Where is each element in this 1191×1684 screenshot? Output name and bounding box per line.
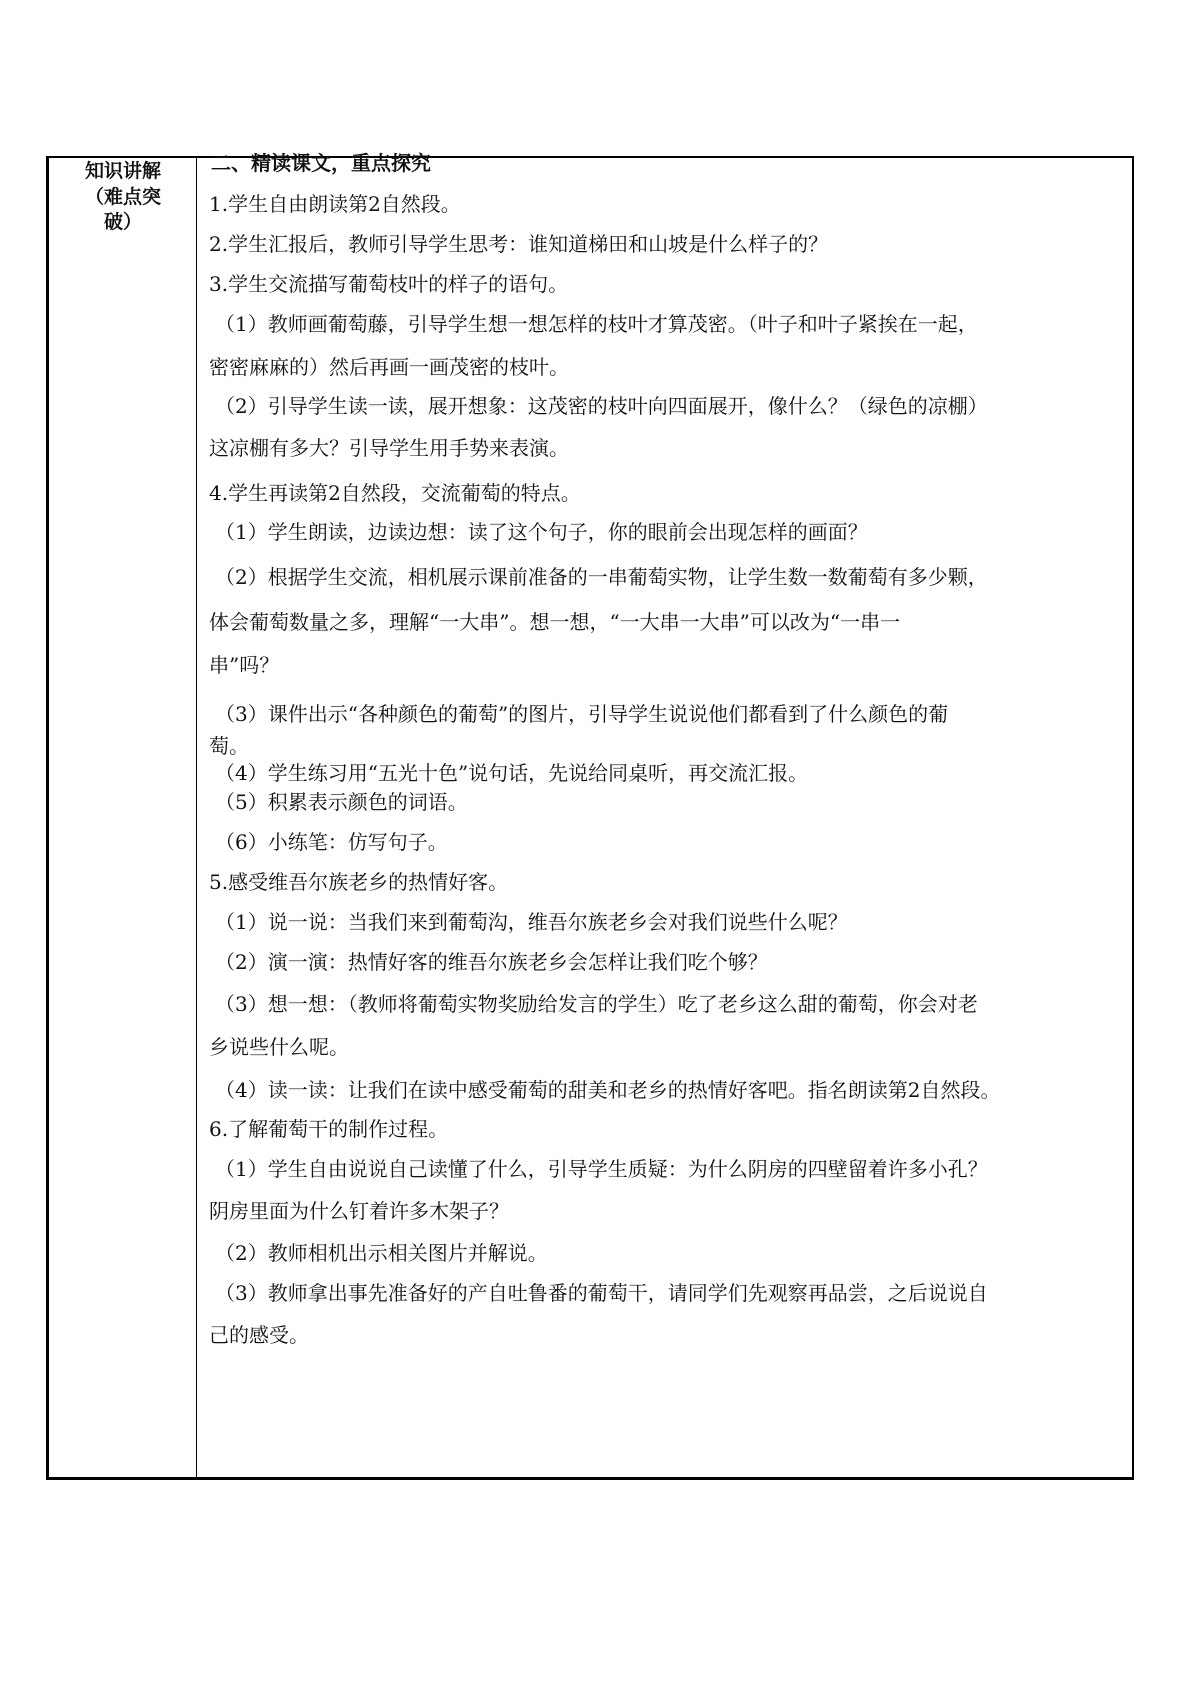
content-line: （1）学生朗读，边读边想：读了这个句子，你的眼前会出现怎样的画面？ xyxy=(215,520,868,544)
content-line: 体会葡萄数量之多，理解“一大串”。想一想，“一大串一大串”可以改为“一串一 xyxy=(209,610,901,634)
content-line: （6）小练笔：仿写句子。 xyxy=(215,830,448,854)
content-line: （2）根据学生交流，相机展示课前准备的一串葡萄实物，让学生数一数葡萄有多少颗， xyxy=(215,565,988,589)
content-line: 乡说些什么呢。 xyxy=(209,1035,349,1059)
content-line: 萄。 xyxy=(209,734,249,758)
content-line: （1）学生自由说说自己读懂了什么，引导学生质疑：为什么阴房的四壁留着许多小孔？ xyxy=(215,1157,988,1181)
content-line: 2.学生汇报后，教师引导学生思考：谁知道梯田和山坡是什么样子的？ xyxy=(209,232,829,256)
section-label-line: （难点突 xyxy=(84,186,161,208)
content-line: 己的感受。 xyxy=(209,1323,309,1347)
content-line: （2）教师相机出示相关图片并解说。 xyxy=(215,1241,548,1265)
content-line: （2）引导学生读一读，展开想象：这茂密的枝叶向四面展开，像什么？（绿色的凉棚） xyxy=(215,394,988,418)
section-heading: 二、精读课文，重点探究 xyxy=(211,151,431,175)
content-line: 密密麻麻的）然后再画一画茂密的枝叶。 xyxy=(209,355,569,379)
section-label-cell xyxy=(49,158,197,1477)
section-content-cell xyxy=(197,151,1132,1477)
content-line: （1）教师画葡萄藤，引导学生想一想怎样的枝叶才算茂密。（叶子和叶子紧挨在一起， xyxy=(215,312,978,336)
content-line: （3）课件出示“各种颜色的葡萄”的图片，引导学生说说他们都看到了什么颜色的葡 xyxy=(215,702,949,726)
lesson-plan-table xyxy=(46,151,1134,1480)
content-line: （4）学生练习用“五光十色”说句话，先说给同桌听，再交流汇报。 xyxy=(215,761,809,785)
content-line: （3）想一想：（教师将葡萄实物奖励给发言的学生）吃了老乡这么甜的葡萄，你会对老 xyxy=(215,992,978,1016)
content-line: 3.学生交流描写葡萄枝叶的样子的语句。 xyxy=(209,272,569,296)
content-line: （1）说一说：当我们来到葡萄沟，维吾尔族老乡会对我们说些什么呢？ xyxy=(215,910,848,934)
content-line: （4）读一读：让我们在读中感受葡萄的甜美和老乡的热情好客吧。指名朗读第2自然段。 xyxy=(215,1078,1001,1102)
section-label-line: 破） xyxy=(103,211,142,233)
content-line: 1.学生自由朗读第2自然段。 xyxy=(209,192,461,216)
section-label-line: 知识讲解 xyxy=(84,160,161,182)
content-line: 串”吗？ xyxy=(209,653,280,677)
content-line: 6.了解葡萄干的制作过程。 xyxy=(209,1117,449,1141)
content-line: （2）演一演：热情好客的维吾尔族老乡会怎样让我们吃个够？ xyxy=(215,950,768,974)
content-line: （5）积累表示颜色的词语。 xyxy=(215,790,468,814)
content-line: 5.感受维吾尔族老乡的热情好客。 xyxy=(209,870,509,894)
content-line: 4.学生再读第2自然段，交流葡萄的特点。 xyxy=(209,481,581,505)
content-line: （3）教师拿出事先准备好的产自吐鲁番的葡萄干，请同学们先观察再品尝，之后说说自 xyxy=(215,1281,988,1305)
content-line: 这凉棚有多大？引导学生用手势来表演。 xyxy=(209,436,569,460)
content-line: 阴房里面为什么钉着许多木架子？ xyxy=(209,1199,509,1223)
